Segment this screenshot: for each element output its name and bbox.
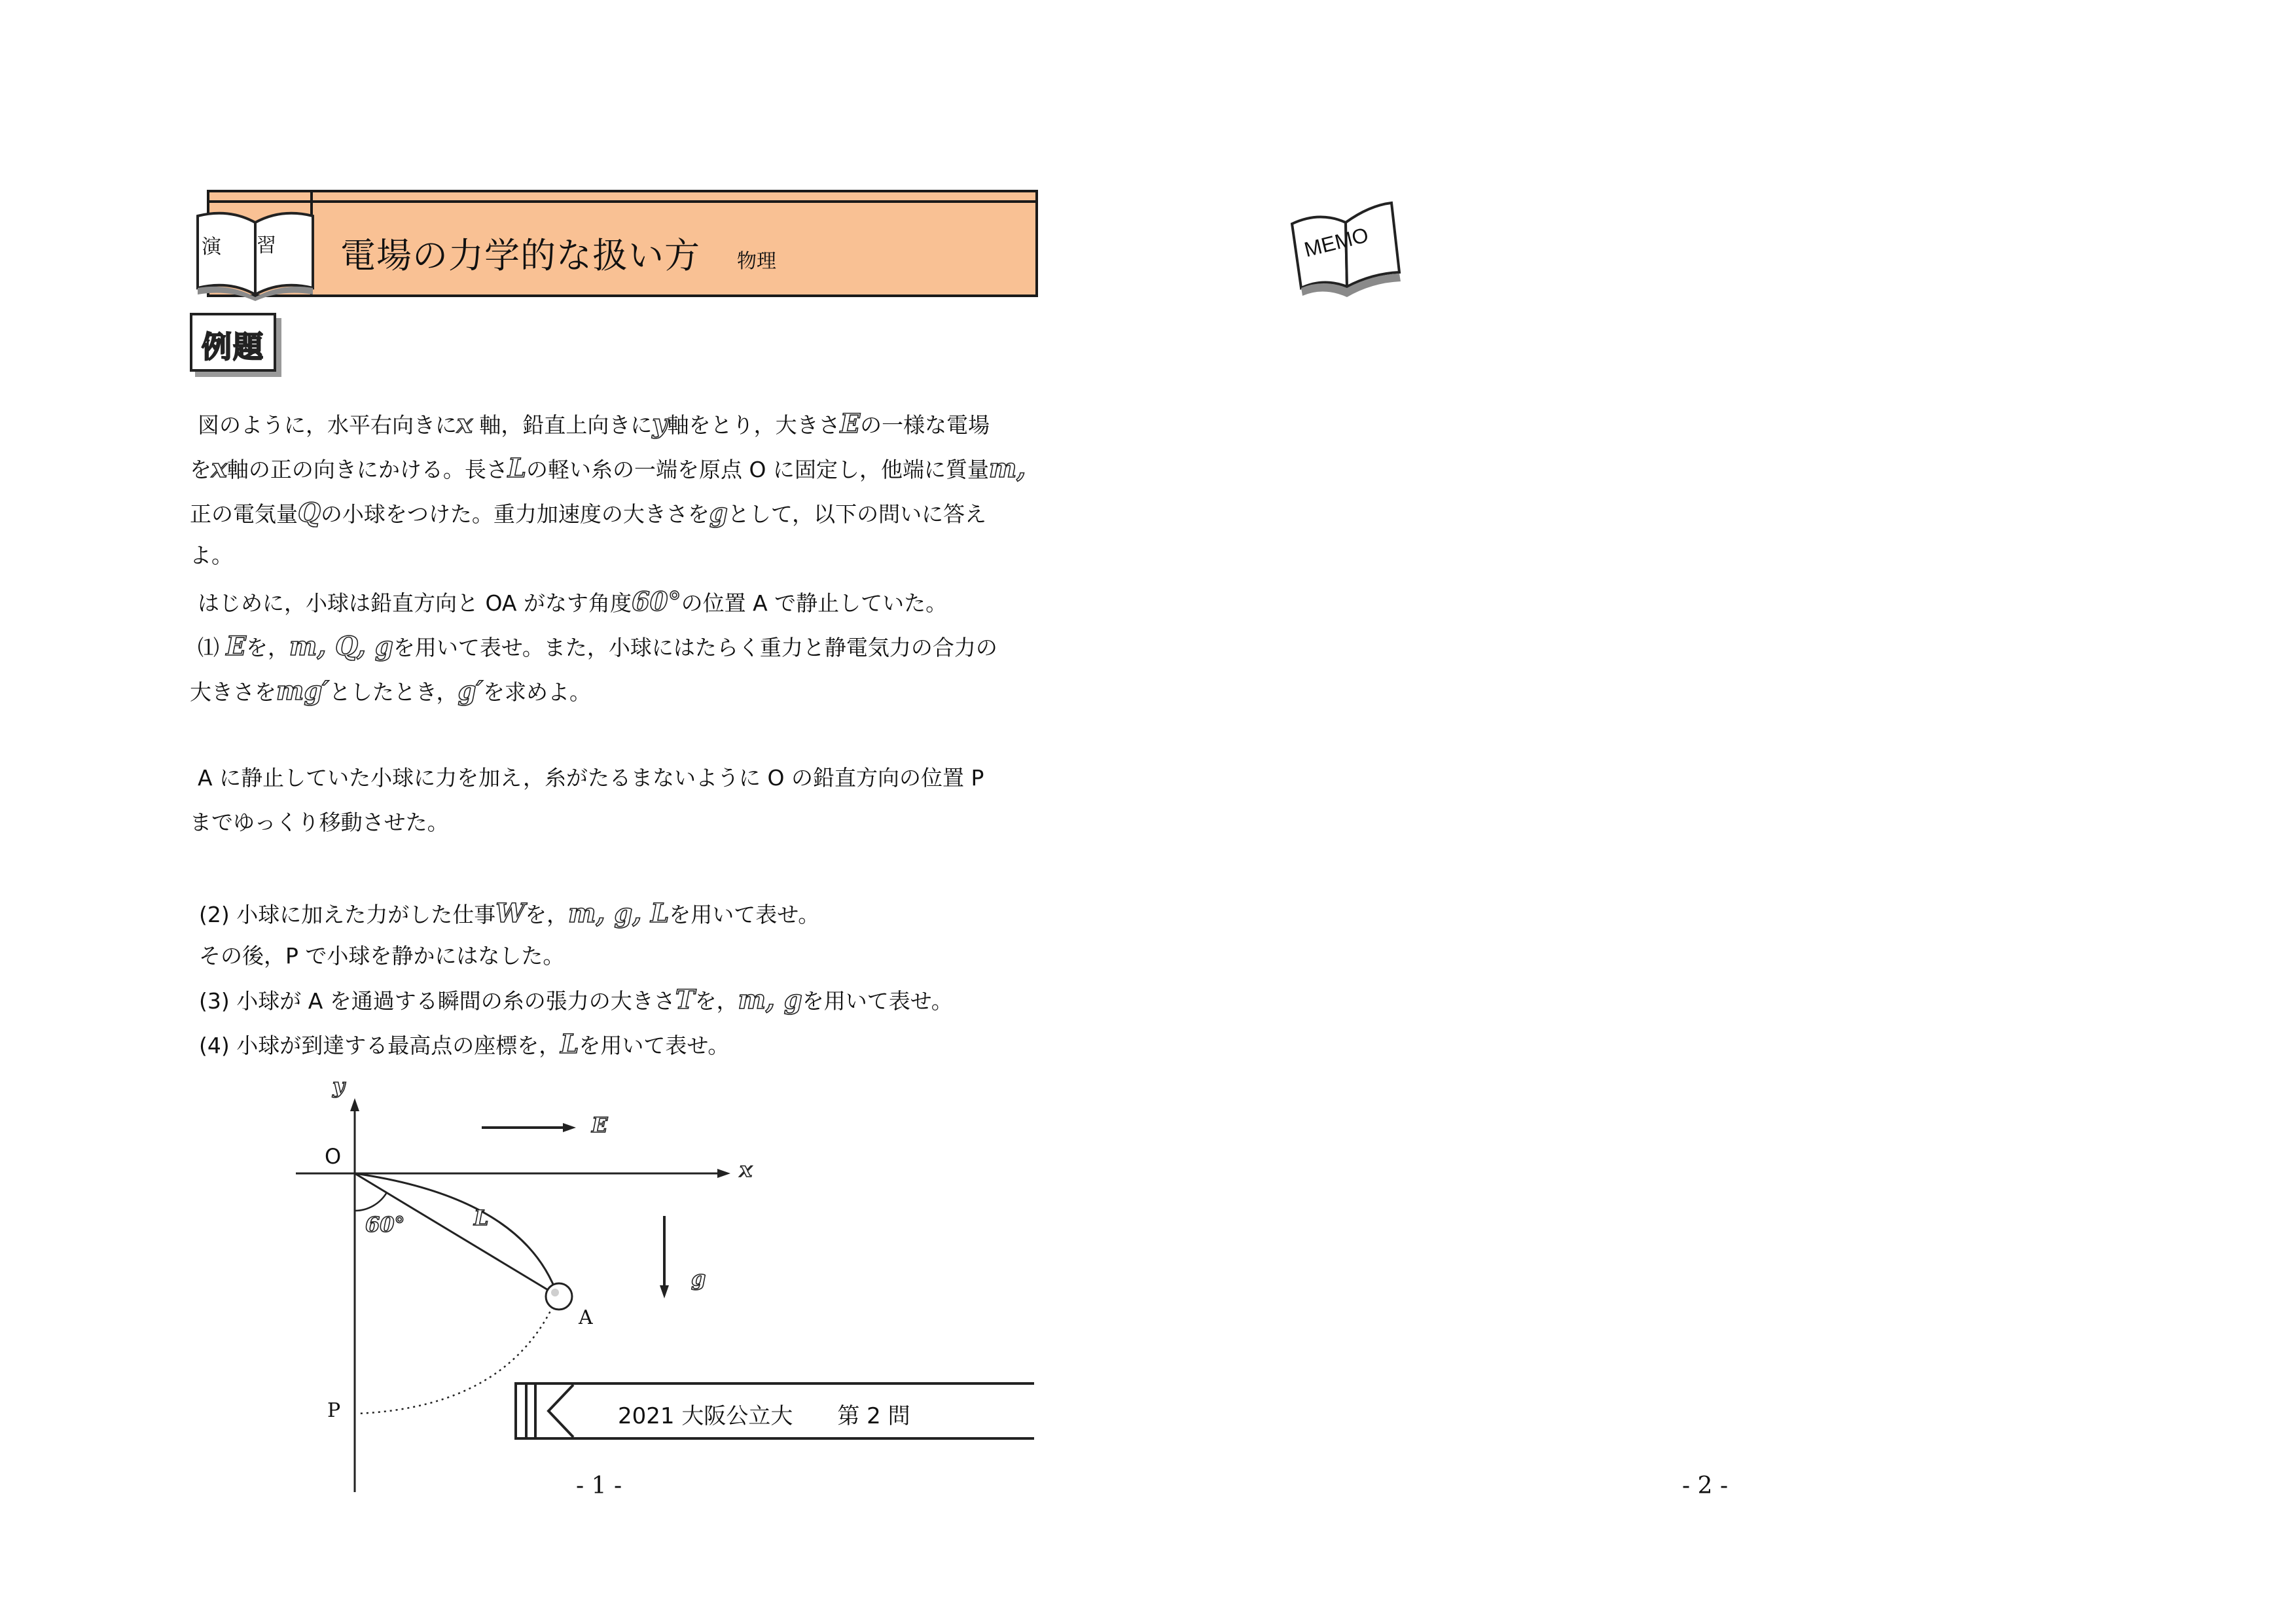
text: 正の電気量 [190,501,298,527]
text: (4) 小球が到達する最高点の座標を， [199,1033,561,1058]
text: その後，P で小球を静かにはなした。 [199,943,565,969]
source-text: 2021 大阪公立大 第 2 問 [618,1403,910,1429]
problem-line-8 [199,945,564,967]
ball-highlight [551,1289,559,1296]
symbol-x: x [211,453,227,484]
x-axis-arrowhead [717,1169,730,1178]
symbol-L: L [560,1029,579,1060]
example-badge [190,313,276,372]
angle-arc [355,1192,387,1211]
label-L: L [474,1205,489,1230]
example-label: 例題 [202,329,264,365]
text: を求めよ。 [483,679,592,705]
text: (2) 小球に加えた力がした仕事 [199,902,496,927]
label-y: y [332,1073,345,1098]
symbol-Q: Q [298,497,321,528]
text: を用いて表せ。また，小球にはたらく重力と静電気力の合力の [393,635,997,660]
label-P: P [327,1399,341,1422]
question-2 [199,898,820,929]
problem-line-5 [198,586,948,617]
text: A に静止していた小球に力を加え，糸がたるまないように O の鉛直方向の位置 P [198,765,984,791]
text: までゆっくり移動させた。 [190,810,449,835]
book-char-2: 習 [257,234,276,257]
text: 大きさを [190,679,276,705]
problem-line-1 [198,408,990,439]
question-4 [199,1031,729,1058]
symbol-list: m, Q, g [289,631,393,662]
question-1-line-1 [198,633,997,660]
question-3 [199,984,953,1015]
symbol-E: E [226,631,246,662]
banner-top-rule [209,200,1035,203]
text: 図のように，水平右向きに [198,412,457,438]
problem-line-3 [190,497,987,528]
text: 軸の正の向きにかける。長さ [226,457,508,482]
label-origin: O [325,1144,342,1169]
problem-line-4 [190,544,233,566]
symbol-list: m, g [738,984,802,1015]
problem-line-2 [190,455,1026,482]
source-bar [525,1385,528,1437]
text: はじめに，小球は鉛直方向と OA がなす角度 [198,590,632,616]
text: の位置 A で静止していた。 [681,590,948,616]
text: よ。 [190,543,233,568]
symbol-m: m, [988,453,1026,484]
text: を用いて表せ。 [802,988,953,1014]
symbol-L: L [507,453,526,484]
source-bar [534,1385,537,1437]
label-angle: 60° [365,1212,405,1237]
chevron-left-icon [545,1385,577,1437]
question-1-line-2 [190,675,592,706]
symbol-W: W [495,898,526,929]
book-char-1: 演 [202,236,221,259]
text: を用いて表せ。 [669,902,820,927]
field-arrowhead [563,1123,576,1132]
text: としたとき， [329,679,458,705]
ball [546,1283,572,1310]
header-banner [207,190,1038,297]
problem-line-6 [198,767,984,789]
text: の一様な電場 [860,412,990,438]
symbol-list: m, g, L [568,898,670,929]
symbol-g-prime: g′ [457,675,484,706]
text: を， [694,988,738,1014]
label-x: x [740,1157,753,1182]
symbol-x: x [457,408,473,439]
label-g: g [691,1266,706,1291]
symbol-T: T [675,984,695,1015]
page-number-right: - 2 - [1682,1472,1729,1499]
text: ⑴ [198,635,219,660]
text: の軽い糸の一端を原点 O に固定し，他端に質量 [526,457,989,482]
page-number-left: - 1 - [576,1472,622,1499]
symbol-g: g [709,497,728,528]
text: 軸をとり，大きさ [667,412,840,438]
text: を用いて表せ。 [579,1033,730,1058]
label-A: A [579,1306,593,1329]
symbol-E: E [840,408,861,439]
text: 軸，鉛直上向きに [472,412,653,438]
y-axis-arrowhead [350,1098,359,1111]
text: (3) 小球が A を通過する瞬間の糸の張力の大きさ [199,988,675,1014]
text: の小球をつけた。重力加速度の大きさを [320,501,709,527]
symbol-y: y [652,408,668,439]
gravity-arrowhead [660,1285,669,1298]
text: を [190,457,211,482]
symbol-mg-prime: mg′ [276,675,329,706]
text: を， [525,902,569,927]
memo-label: MEMO [1302,223,1371,262]
text: として，以下の問いに答え [727,501,987,527]
text: を， [246,635,289,660]
label-E: E [592,1113,608,1137]
symbol-angle: 60° [631,586,681,617]
page-title: 電場の力学的な扱い方 [340,235,700,276]
source-tag [514,1382,1034,1440]
subject-label: 物理 [737,250,776,273]
problem-line-7 [190,812,449,833]
